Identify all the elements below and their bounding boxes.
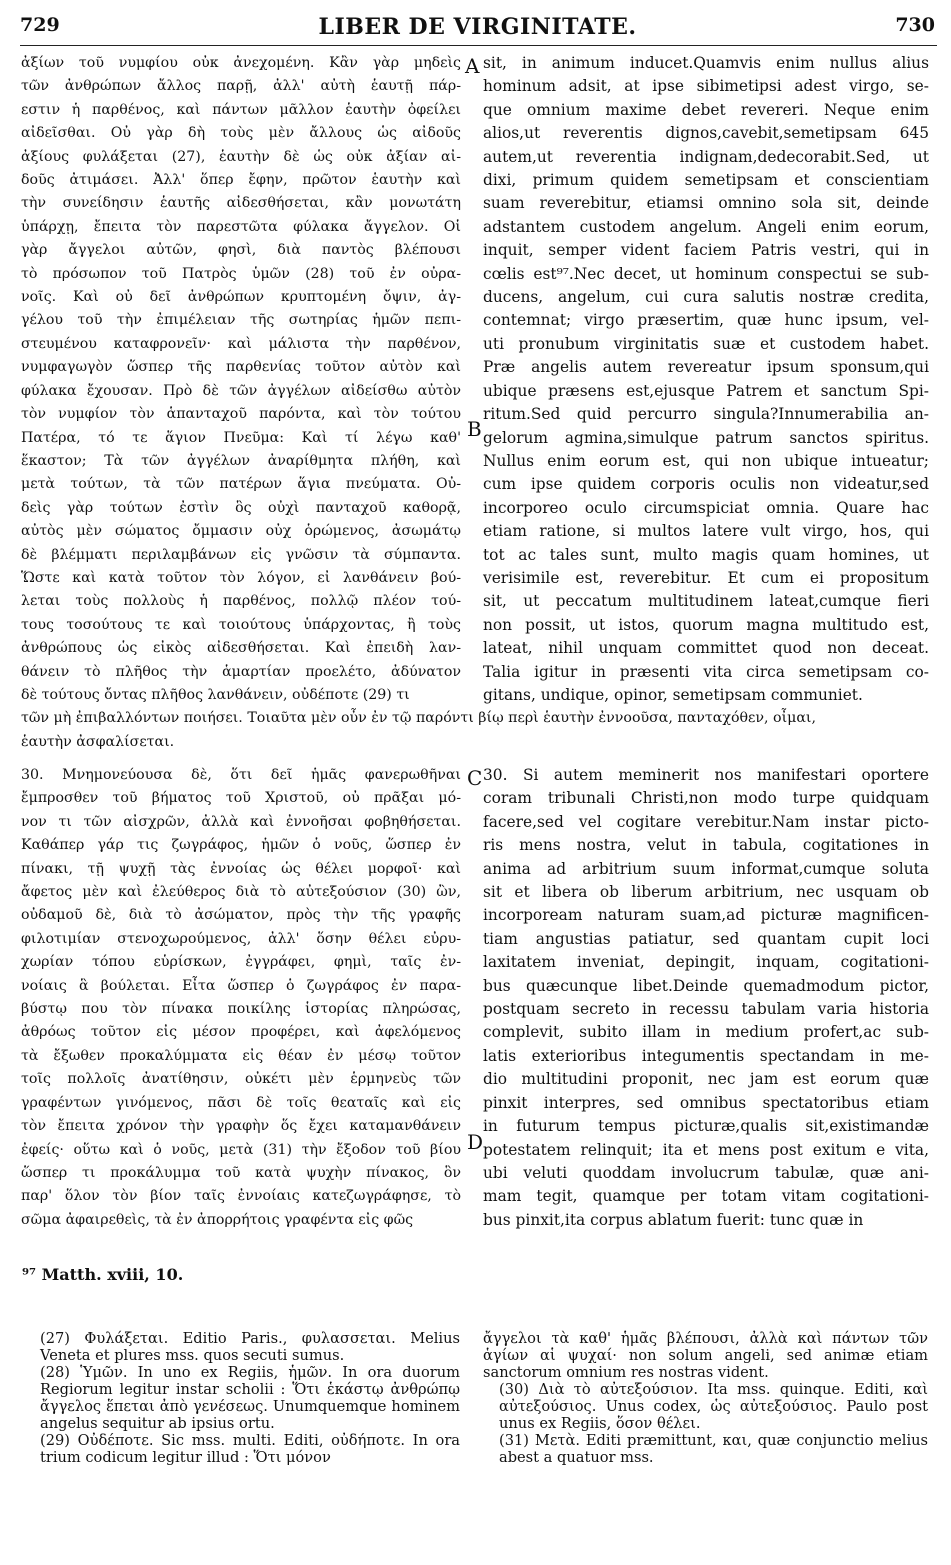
- latin-line: ris mens nostra, velut in tabula, cogitationes in: [483, 836, 929, 855]
- latin-line: dixi, primum quidem semetipsam et conscientiam: [483, 171, 929, 190]
- latin-line: bus pinxit,ita corpus ablatum fuerit: tunc quæ in: [483, 1210, 864, 1229]
- latin-line: que omnium maxime debet revereri. Neque enim: [483, 100, 929, 119]
- full-width-line-end: ἑαυτὴν ἀσφαλίσεται.: [21, 734, 175, 750]
- latin-column-upper: [483, 52, 929, 707]
- page-number-left: 729: [20, 14, 60, 36]
- greek-line: νοίαις ἃ βούλεται. Εἶτα ὥσπερ ὁ ζωγράφος ἐν παρα-: [21, 977, 461, 994]
- greek-line: στευμένου καταφρονεῖν· καὶ μάλιστα τὴν παρθένον,: [21, 335, 461, 352]
- greek-line: αὐτὸς μὲν σώματος ὄμμασιν οὐχ ὁρώμενος, ἀσωμάτῳ: [21, 523, 461, 540]
- greek-line: ἀθρόως τοῦτον εἰς μέσον προφέρει, καὶ ἀφελόμενος: [21, 1024, 461, 1041]
- latin-line: postquam secreto in recessu tabulam varia historia: [483, 1000, 929, 1019]
- latin-line: verisimile est, reverebitur. Et cum ei propositum: [483, 568, 929, 587]
- greek-line: δοῦς ἀτιμάσει. Ἀλλ' ὅπερ ἔφην, πρῶτον ἑαυτὴν καὶ: [21, 172, 461, 189]
- critical-note: ἄγγελοι τὰ καθ' ἡμᾶς βλέπουσι, ἀλλὰ καὶ πάντων τῶν ἁγίων αἱ ψυχαί· non solum angeli, sed animæ etiam sanctorum omnium res nostras vident.: [483, 1330, 928, 1381]
- latin-line: tiam angustias patiatur, sed quantam cupit loci: [483, 929, 929, 948]
- greek-line: αἰδεῖσθαι. Οὐ γὰρ δὴ τοὺς μὲν ἄλλους ὡς αἰδοῦς: [21, 125, 461, 142]
- latin-line: adstantem custodem angelum. Angeli enim eorum,: [483, 217, 929, 236]
- critical-note: (28) Ὑμῶν. In uno ex Regiis, ἡμῶν. In ora duorum Regiorum legitur instar scholii : Ὅτι ἑκάστῳ ἀνθρώπῳ ἄγγελος ἕπεται ἀπὸ γενέσεως. Unumquemque hominem angelus sequitur ab ipsius ortu.: [40, 1364, 460, 1432]
- greek-line: τὸ πρόσωπον τοῦ Πατρὸς ὑμῶν (28) τοῦ ἐν οὐρα-: [21, 265, 461, 282]
- greek-line: νον τι τῶν αἰσχρῶν, ἀλλὰ καὶ ἐννοῆσαι φοβηθήσεται.: [21, 813, 461, 830]
- greek-line: πίνακι, τῇ ψυχῇ τὰς ἐννοίας ὡς θέλει μορφοῖ· καὶ: [21, 860, 461, 877]
- greek-line: ἀνθρώπους ὡς εἰκὸς αἰδεσθήσεται. Καὶ ἐπειδὴ λαν-: [21, 640, 461, 657]
- margin-letter-d: D: [467, 1130, 484, 1154]
- critical-notes-right: [483, 1330, 928, 1466]
- greek-line: ἀξίων τοῦ νυμφίου οὐκ ἀνεχομένη. Κἂν γὰρ μηδεὶς: [21, 55, 461, 71]
- latin-line: sit, in animum inducet.Quamvis enim nullus alius: [483, 54, 929, 72]
- latin-line: tot ac tales sunt, multo magis quam homines, ut: [483, 545, 929, 564]
- greek-line: φύλακα ἔχουσαν. Πρὸ δὲ τῶν ἀγγέλων αἰδείσθω αὐτὸν: [21, 382, 461, 399]
- greek-line: τοῖς πολλοῖς ἀνατίθησιν, οὐκέτι μὲν ἑρμηνεὺς τῶν: [21, 1071, 461, 1088]
- critical-notes-left: [24, 1330, 460, 1466]
- full-width-line: τῶν μὴ ἐπιβαλλόντων ποιήσει. Τοιαῦτα μὲν οὖν ἐν τῷ παρόντι βίῳ περὶ ἑαυτὴν ἐννοοῦσα, πανταχόθεν, οἶμαι,: [21, 710, 817, 726]
- latin-line: dio multitudini proponit, nec jam est eorum quæ: [483, 1070, 929, 1089]
- greek-line: τους τοσούτους τε καὶ τοιούτους ὑπάρχοντας, ἢ τοὺς: [21, 616, 461, 633]
- margin-letter-b: B: [467, 417, 482, 441]
- greek-line: νυμφαγωγὸν ὥσπερ τῆς παρθενίας τοῦτον αὐτὸν καὶ: [21, 359, 461, 376]
- greek-line: βύστῳ που τὸν πίνακα ποικίλης ἱστορίας πληρώσας,: [21, 1001, 461, 1018]
- critical-note: (31) Μετὰ. Editi præmittunt, και, quæ conjunctio melius abest a quatuor mss.: [499, 1432, 928, 1466]
- latin-line: incorpoream naturam suam,ad picturæ magnificen-: [483, 906, 929, 925]
- latin-line: laxitatem inveniat, depingit, inquam, cogitationi-: [483, 953, 929, 972]
- latin-line: potestatem relinquit; ita et mens post exitum e vita,: [483, 1140, 929, 1159]
- greek-line: ἄφετος μὲν καὶ ἐλεύθερος διὰ τὸ αὐτεξούσιον (30) ὢν,: [21, 884, 461, 901]
- latin-line: hominum adsit, at ipse sibimetipsi adest virgo, se-: [483, 77, 929, 96]
- latin-line: lateat, nihil unquam committet quod non deceat.: [483, 639, 929, 658]
- latin-line: non possit, ut istos, quorum magna multitudo est,: [483, 615, 929, 634]
- latin-line: etiam ratione, si multos latere vult virgo, hos, qui: [483, 522, 929, 541]
- latin-line: gitans, undique, opinor, semetipsam communiet.: [483, 685, 863, 704]
- latin-line: cum ipse quidem corporis oculis non videatur,sed: [483, 475, 929, 494]
- greek-line: δεὶς γὰρ τούτων ἐστὶν ὃς οὐχὶ πανταχοῦ καθορᾷ,: [21, 499, 461, 516]
- latin-line: coram tribunali Christi,non modo turpe quidquam: [483, 789, 929, 808]
- greek-line: δὲ βλέμματι περιλαμβάνων εἰς γνῶσιν τὰ σύμπαντα.: [21, 546, 461, 563]
- latin-line: facere,sed vel cogitare verebitur.Nam instar picto-: [483, 812, 929, 831]
- margin-letter-a: A: [465, 54, 480, 78]
- greek-line: οὐδαμοῦ δὲ, διὰ τὸ ἀσώματον, πρὸς τὴν τῆς γραφῆς: [21, 907, 461, 924]
- greek-line: ὥσπερ τι προκάλυμμα τοῦ κατὰ ψυχὴν πίνακος, ὃν: [21, 1164, 461, 1181]
- greek-line: τὸν ἔπειτα χρόνον τὴν γραφὴν ὅς ἔχει καταμανθάνειν: [21, 1118, 461, 1135]
- greek-line: εστιν ἡ παρθένος, καὶ πάντων μᾶλλον ἑαυτὴν ὀφείλει: [21, 101, 461, 118]
- greek-column-lower: [21, 764, 461, 1232]
- latin-line: autem,ut reverentia indignam,dedecorabit.Sed, ut: [483, 147, 929, 166]
- latin-line: cœlis est⁹⁷.Nec decet, ut hominum conspectui se sub-: [483, 264, 929, 283]
- latin-line: latis exterioribus integumentis spectandam in me-: [483, 1046, 929, 1065]
- greek-line: σῶμα ἀφαιρεθεὶς, τὰ ἐν ἀπορρήτοις γραφέντα εἰς φῶς: [21, 1211, 414, 1228]
- greek-line: δὲ τούτους ὄντας πλῆθος λανθάνειν, οὐδέποτε (29) τι: [21, 686, 410, 703]
- greek-line: ἐφείς· οὕτω καὶ ὁ νοῦς, μετὰ (31) τὴν ἔξοδον τοῦ βίου: [21, 1141, 461, 1158]
- latin-line: Nullus enim eorum est, qui non ubique intueatur;: [483, 451, 929, 470]
- greek-line: Καθάπερ γάρ τις ζωγράφος, ἡμῶν ὁ νοῦς, ὥσπερ ἐν: [21, 837, 461, 854]
- greek-line: γὰρ ἄγγελοι αὐτῶν, φησὶ, διὰ παντὸς βλέπουσι: [21, 242, 461, 259]
- latin-line: sit, ut peccatum multitudinem lateat,cumque fieri: [483, 592, 929, 611]
- latin-line: 30. Si autem meminerit nos manifestari oportere: [483, 766, 929, 784]
- greek-line: τῶν ἀνθρώπων ἄλλος παρῇ, ἀλλ' αὐτὴ ἑαυτῇ πάρ-: [21, 78, 461, 95]
- critical-note: (30) Διὰ τὸ αὐτεξούσιον. Ita mss. quinque. Editi, καὶ αὐτεξούσιος. Unus codex, ὡς αὐτεξούσιος. Paulo post unus ex Regiis, ὅσον θέλει.: [499, 1381, 928, 1432]
- greek-line: χωρίαν τόπου εὑρίσκων, ἐγγράφει, φημὶ, ταῖς ἐν-: [21, 954, 461, 971]
- greek-line: Ὥστε καὶ κατὰ τοῦτον τὸν λόγον, εἰ λανθάνειν βού-: [21, 569, 461, 586]
- critical-note: (29) Οὐδέποτε. Sic mss. multi. Editi, οὐδήποτε. In ora trium codicum legitur illud : Ὅτι μόνον: [40, 1432, 460, 1466]
- footnote-97: ⁹⁷ Matth. xviii, 10.: [22, 1265, 184, 1284]
- latin-line: Præ angelis autem revereatur ipsum sponsum,qui: [483, 358, 929, 377]
- greek-line: νοῖς. Καὶ οὐ δεῖ ἀνθρώπων κρυπτομένη ὄψιν, ἀγ-: [21, 289, 461, 306]
- latin-line: suam reverebitur, etiamsi omnino sola sit, deinde: [483, 194, 929, 213]
- header-rule: [20, 45, 937, 46]
- greek-line: φιλοτιμίαν στενοχωρούμενος, ἀλλ' ὅσην θέλει εὐρυ-: [21, 930, 461, 947]
- greek-line: ἔμπροσθεν τοῦ βήματος τοῦ Χριστοῦ, οὐ πρᾶξαι μό-: [21, 790, 461, 807]
- greek-column-upper: [21, 52, 461, 707]
- latin-column-lower: [483, 764, 929, 1232]
- greek-line: ὑπάρχῃ, ἔπειτα τὸν παρεστῶτα φύλακα ἄγγελον. Οἱ: [21, 218, 461, 235]
- greek-line: λεται τοὺς πολλοὺς ἡ παρθένος, πολλῷ πλέον τού-: [21, 593, 461, 610]
- latin-line: incorporeo oculo circumspiciat omnia. Quare hac: [483, 498, 929, 517]
- page-header: [20, 14, 935, 44]
- latin-line: inquit, semper vident faciem Patris vestri, qui in: [483, 241, 929, 260]
- latin-line: mam tegit, quamque per totam vitam cogitationi-: [483, 1187, 929, 1206]
- latin-line: bus quæcunque libet.Deinde quemadmodum pictor,: [483, 976, 929, 995]
- latin-line: ritum.Sed quid percurro singula?Innumerabilia an-: [483, 405, 929, 424]
- latin-line: ducens, angelum, cui cura salutis nostræ credita,: [483, 288, 929, 307]
- greek-line: τὴν συνείδησιν ἑαυτῆς αἰδεσθήσεται, κἂν μονωτάτη: [21, 195, 461, 212]
- greek-line: τὰ ἔξωθεν προκαλύμματα εἰς θέαν ἐν μέσῳ τοῦτον: [21, 1047, 461, 1064]
- greek-line: θάνειν τὸ πλῆθος τὴν ἁμαρτίαν προελέτο, ἀδύνατον: [21, 663, 461, 680]
- page-number-right: 730: [895, 14, 935, 36]
- greek-line: παρ' ὅλον τὸν βίον ταῖς ἐννοίαις κατεζωγράφησε, τὸ: [21, 1188, 461, 1205]
- latin-line: anima ad arbitrium suum informat,cumque soluta: [483, 859, 929, 878]
- greek-line: 30. Μνημονεύουσα δὲ, ὅτι δεῖ ἡμᾶς φανερωθῆναι: [21, 767, 461, 783]
- latin-line: ubi veluti quoddam involucrum tabulæ, quæ ani-: [483, 1163, 929, 1182]
- greek-line: τὸν νυμφίον τὸν ἁπανταχοῦ παρόντα, καὶ τὸν τούτου: [21, 406, 461, 423]
- running-title: LIBER DE VIRGINITATE.: [318, 14, 637, 40]
- greek-line: γέλου τοῦ τὴν ἐπιμέλειαν τῆς σωτηρίας ἡμῶν πεπι-: [21, 312, 461, 329]
- latin-line: sit et libera ob liberum arbitrium, nec usquam ob: [483, 883, 929, 902]
- greek-line: Πατέρα, τό τε ἅγιον Πνεῦμα: Καὶ τί λέγω καθ': [21, 429, 461, 446]
- greek-line: μετὰ τούτων, τὰ τῶν πατέρων ἅγια πνεύματα. Οὐ-: [21, 476, 461, 493]
- latin-line: alios,ut reverentis dignos,cavebit,semetipsam 645: [483, 124, 929, 143]
- latin-line: Talia igitur in præsenti vita circa semetipsam co-: [483, 662, 929, 681]
- greek-line: γραφέντων γινόμενος, πᾶσι δὲ τοῖς θεαταῖς καὶ εἰς: [21, 1094, 461, 1111]
- latin-line: contemnat; virgo præsertim, quæ hunc ipsum, vel-: [483, 311, 929, 330]
- latin-line: complevit, subito illam in medium profert,ac sub-: [483, 1023, 929, 1042]
- latin-line: in futurum tempus picturæ,qualis sit,existimandæ: [483, 1117, 929, 1136]
- greek-line: ἀξίους φυλάξεται (27), ἑαυτὴν δὲ ὡς οὐκ ἀξίαν αἰ-: [21, 148, 461, 165]
- latin-line: uti pronubum virginitatis suæ et custodem habet.: [483, 334, 929, 353]
- latin-line: pinxit interpres, sed omnibus spectatoribus etiam: [483, 1093, 929, 1112]
- critical-note: (27) Φυλάξεται. Editio Paris., φυλασσεται. Melius Veneta et plures mss. quos secuti sumus.: [40, 1330, 460, 1364]
- margin-letter-c: C: [467, 766, 483, 790]
- latin-line: gelorum agmina,simulque patrum sanctos spiritus.: [483, 428, 929, 447]
- latin-line: ubique præsens est,ejusque Patrem et sanctum Spi-: [483, 381, 929, 400]
- greek-line: ἕκαστον; Τὰ τῶν ἀγγέλων ἀναρίθμητα πλήθη, καὶ: [21, 452, 461, 469]
